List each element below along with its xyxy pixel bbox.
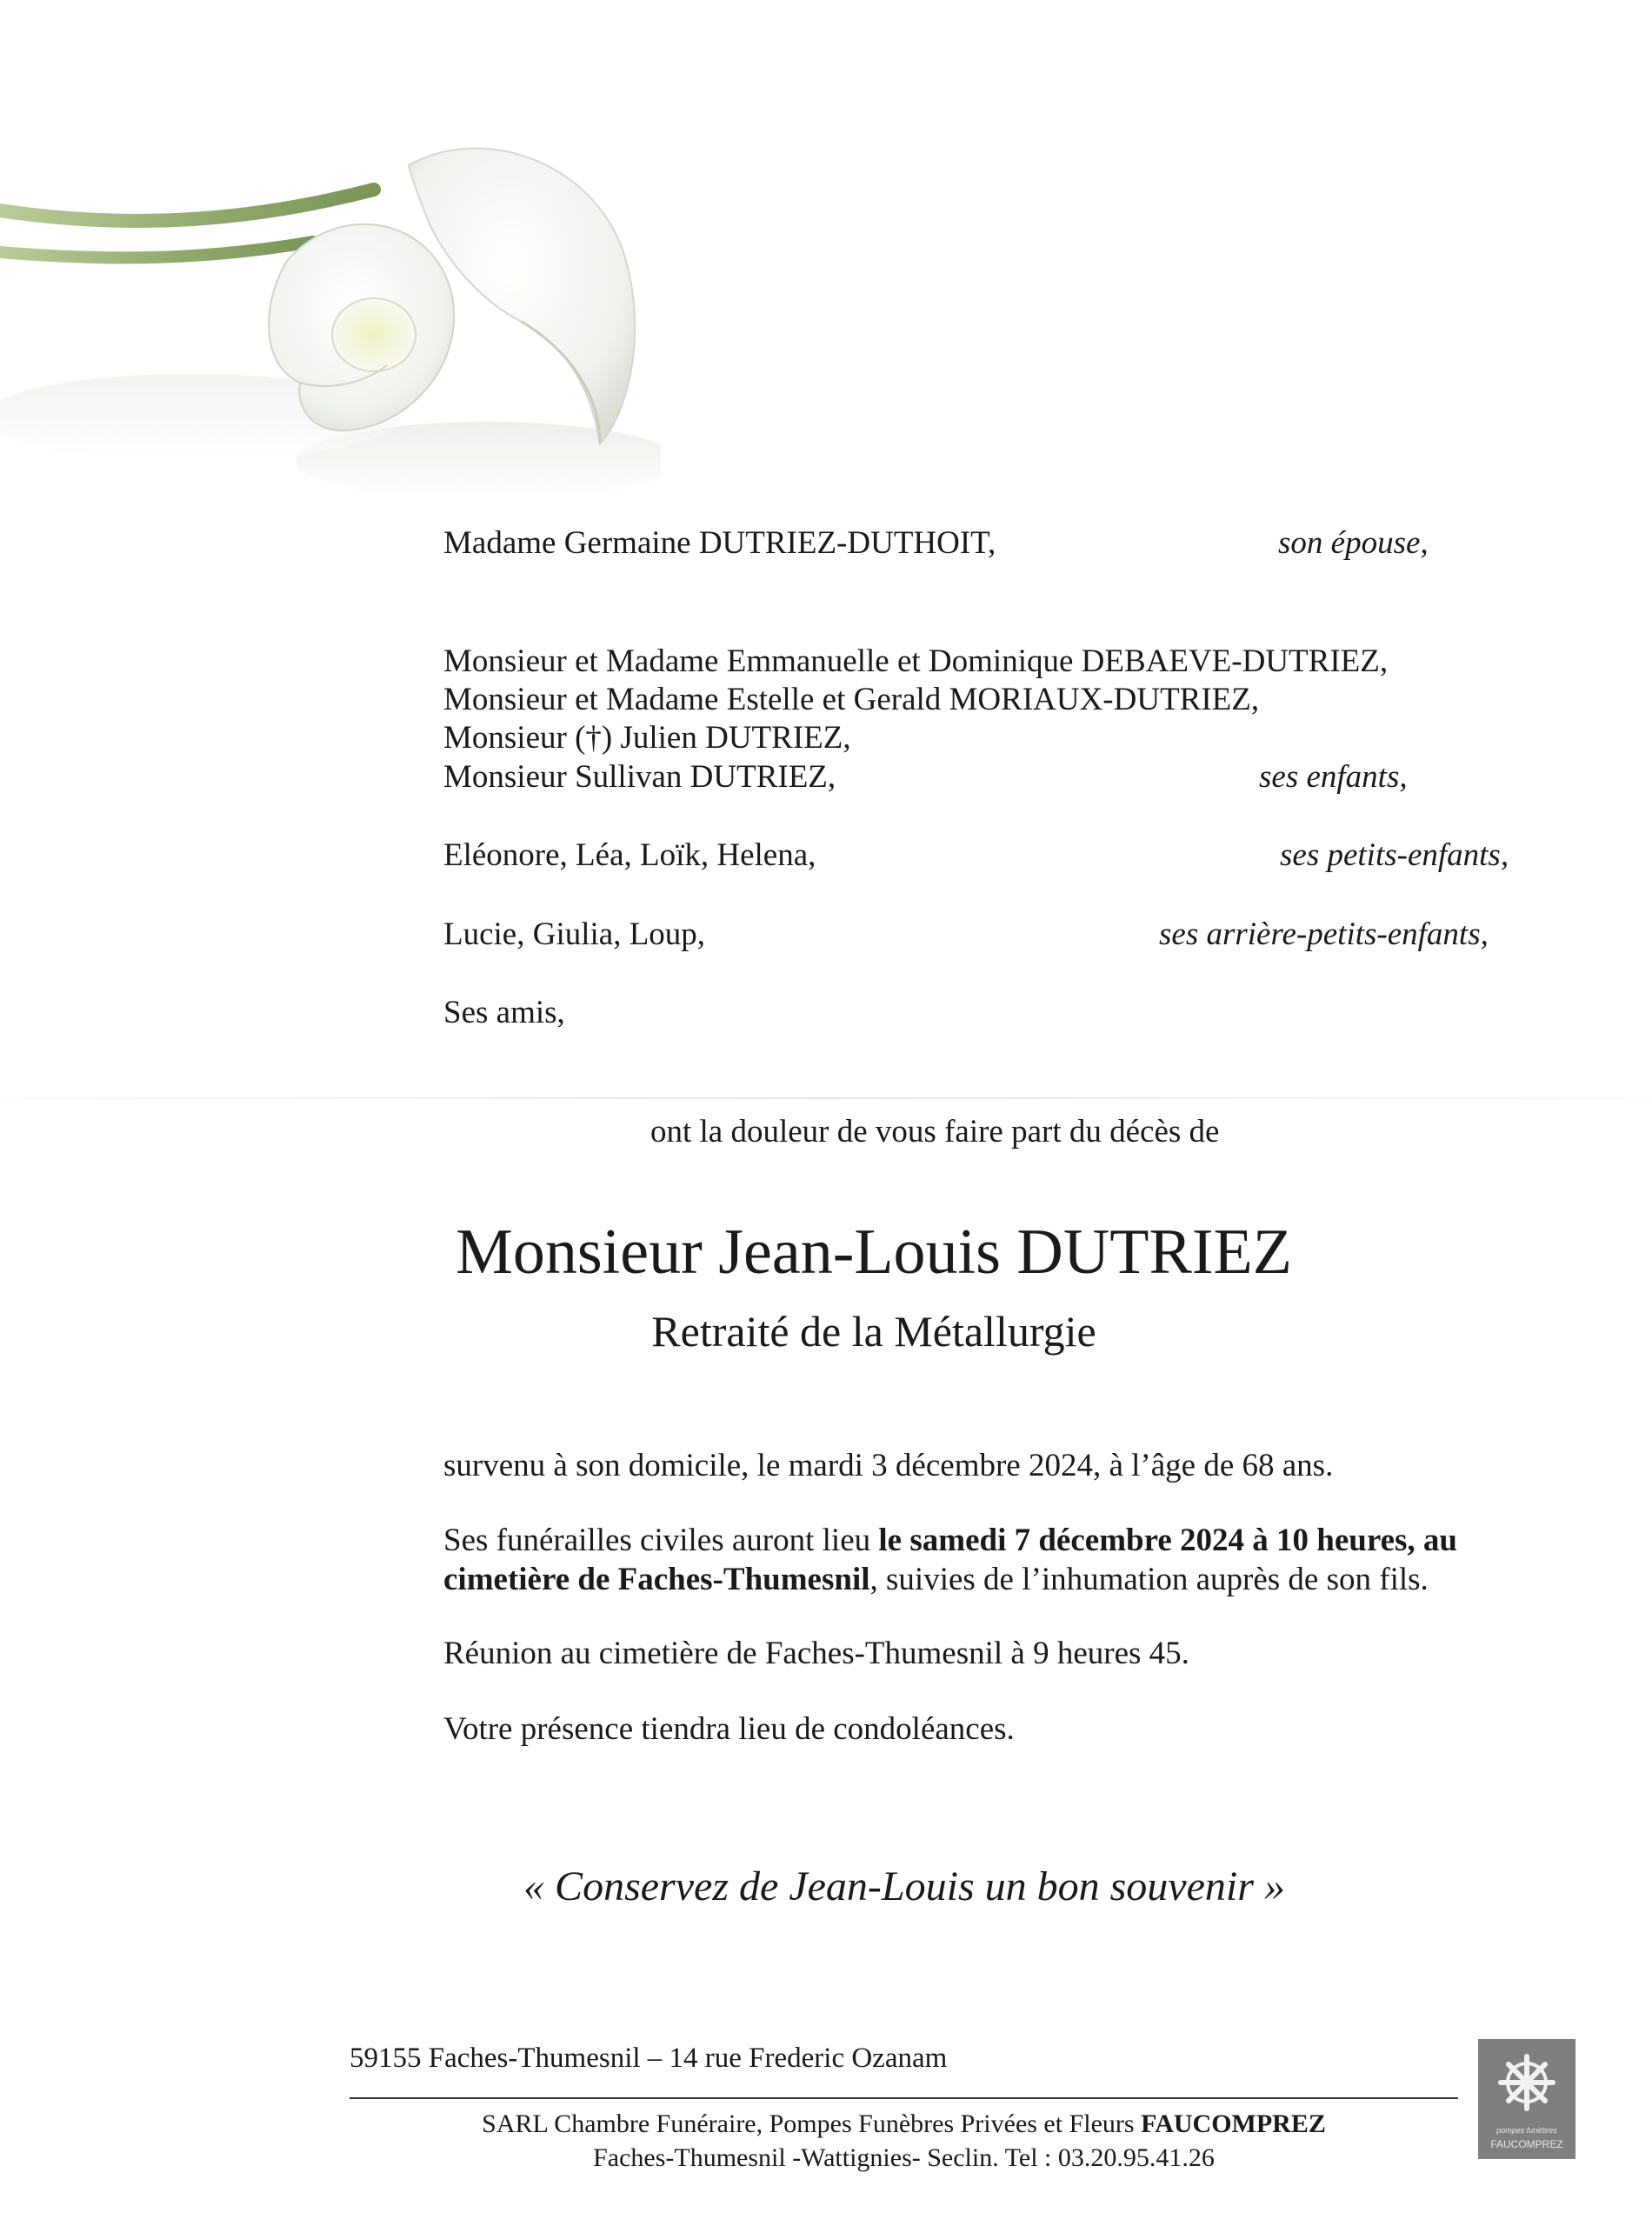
funeral-home-locations: Faches-Thumesnil -Wattignies- Seclin. Tel : 03.20.95.41.26	[593, 2143, 1215, 2172]
great-grandchildren-names: Lucie, Giulia, Loup,	[443, 916, 706, 952]
deceased-name: Monsieur Jean-Louis DUTRIEZ	[456, 1216, 1292, 1288]
funeral-home-address: 59155 Faches-Thumesnil – 14 rue Frederic Ozanam	[350, 2043, 948, 2074]
grandchildren-names: Eléonore, Léa, Loïk, Helena,	[443, 837, 816, 873]
funeral-home-company	[350, 2108, 1458, 2141]
funeral-line-1	[443, 1522, 1457, 1560]
funeral-location: cimetière de Faches-Thumesnil	[443, 1562, 870, 1597]
funeral-line-2	[443, 1561, 1429, 1599]
death-details: survenu à son domicile, le mardi 3 décembre 2024, à l’âge de 68 ans.	[443, 1448, 1334, 1483]
grandchildren-relation: ses petits-enfants,	[1280, 837, 1509, 873]
deceased-title: Retraité de la Métallurgie	[651, 1307, 1096, 1356]
child-2: Monsieur et Madame Estelle et Gerald MORIAUX-DUTRIEZ,	[443, 682, 1260, 717]
wife-relation: son épouse,	[1278, 525, 1429, 561]
friends-line: Ses amis,	[443, 995, 565, 1030]
logo-brand-text: FAUCOMPREZ	[1490, 2138, 1563, 2150]
company-prefix: SARL Chambre Funéraire, Pompes Funèbres Privées et Fleurs	[482, 2109, 1142, 2138]
logo-script-text: pompes funèbres	[1496, 2126, 1557, 2135]
condolences-note: Votre présence tiendra lieu de condoléances.	[443, 1711, 1015, 1747]
child-4: Monsieur Sullivan DUTRIEZ,	[443, 759, 836, 795]
funeral-date-time: le samedi 7 décembre 2024 à 10 heures, au	[878, 1523, 1457, 1558]
company-name: FAUCOMPREZ	[1141, 2109, 1326, 2138]
funeral-home-logo	[1478, 2039, 1575, 2159]
great-grandchildren-relation: ses arrière-petits-enfants,	[1159, 916, 1489, 952]
starburst-flower-icon	[1478, 2039, 1575, 2126]
children-relation: ses enfants,	[1259, 759, 1408, 795]
funeral-prefix: Ses funérailles civiles auront lieu	[443, 1523, 879, 1558]
footer-divider	[350, 2097, 1458, 2099]
announcement-text: ont la douleur de vous faire part du décès de	[650, 1114, 1220, 1150]
fold-line	[0, 1097, 1652, 1099]
calla-lily-illustration	[0, 130, 661, 504]
child-1: Monsieur et Madame Emmanuelle et Dominique DEBAEVE-DUTRIEZ,	[443, 643, 1389, 679]
funeral-suffix: , suivies de l’inhumation auprès de son fils.	[869, 1562, 1429, 1597]
wife-name: Madame Germaine DUTRIEZ-DUTHOIT,	[443, 525, 996, 561]
child-3: Monsieur (†) Julien DUTRIEZ,	[443, 720, 851, 756]
memorial-quote: « Conservez de Jean-Louis un bon souvenir »	[523, 1863, 1285, 1909]
meeting-details: Réunion au cimetière de Faches-Thumesnil à 9 heures 45.	[443, 1636, 1189, 1671]
